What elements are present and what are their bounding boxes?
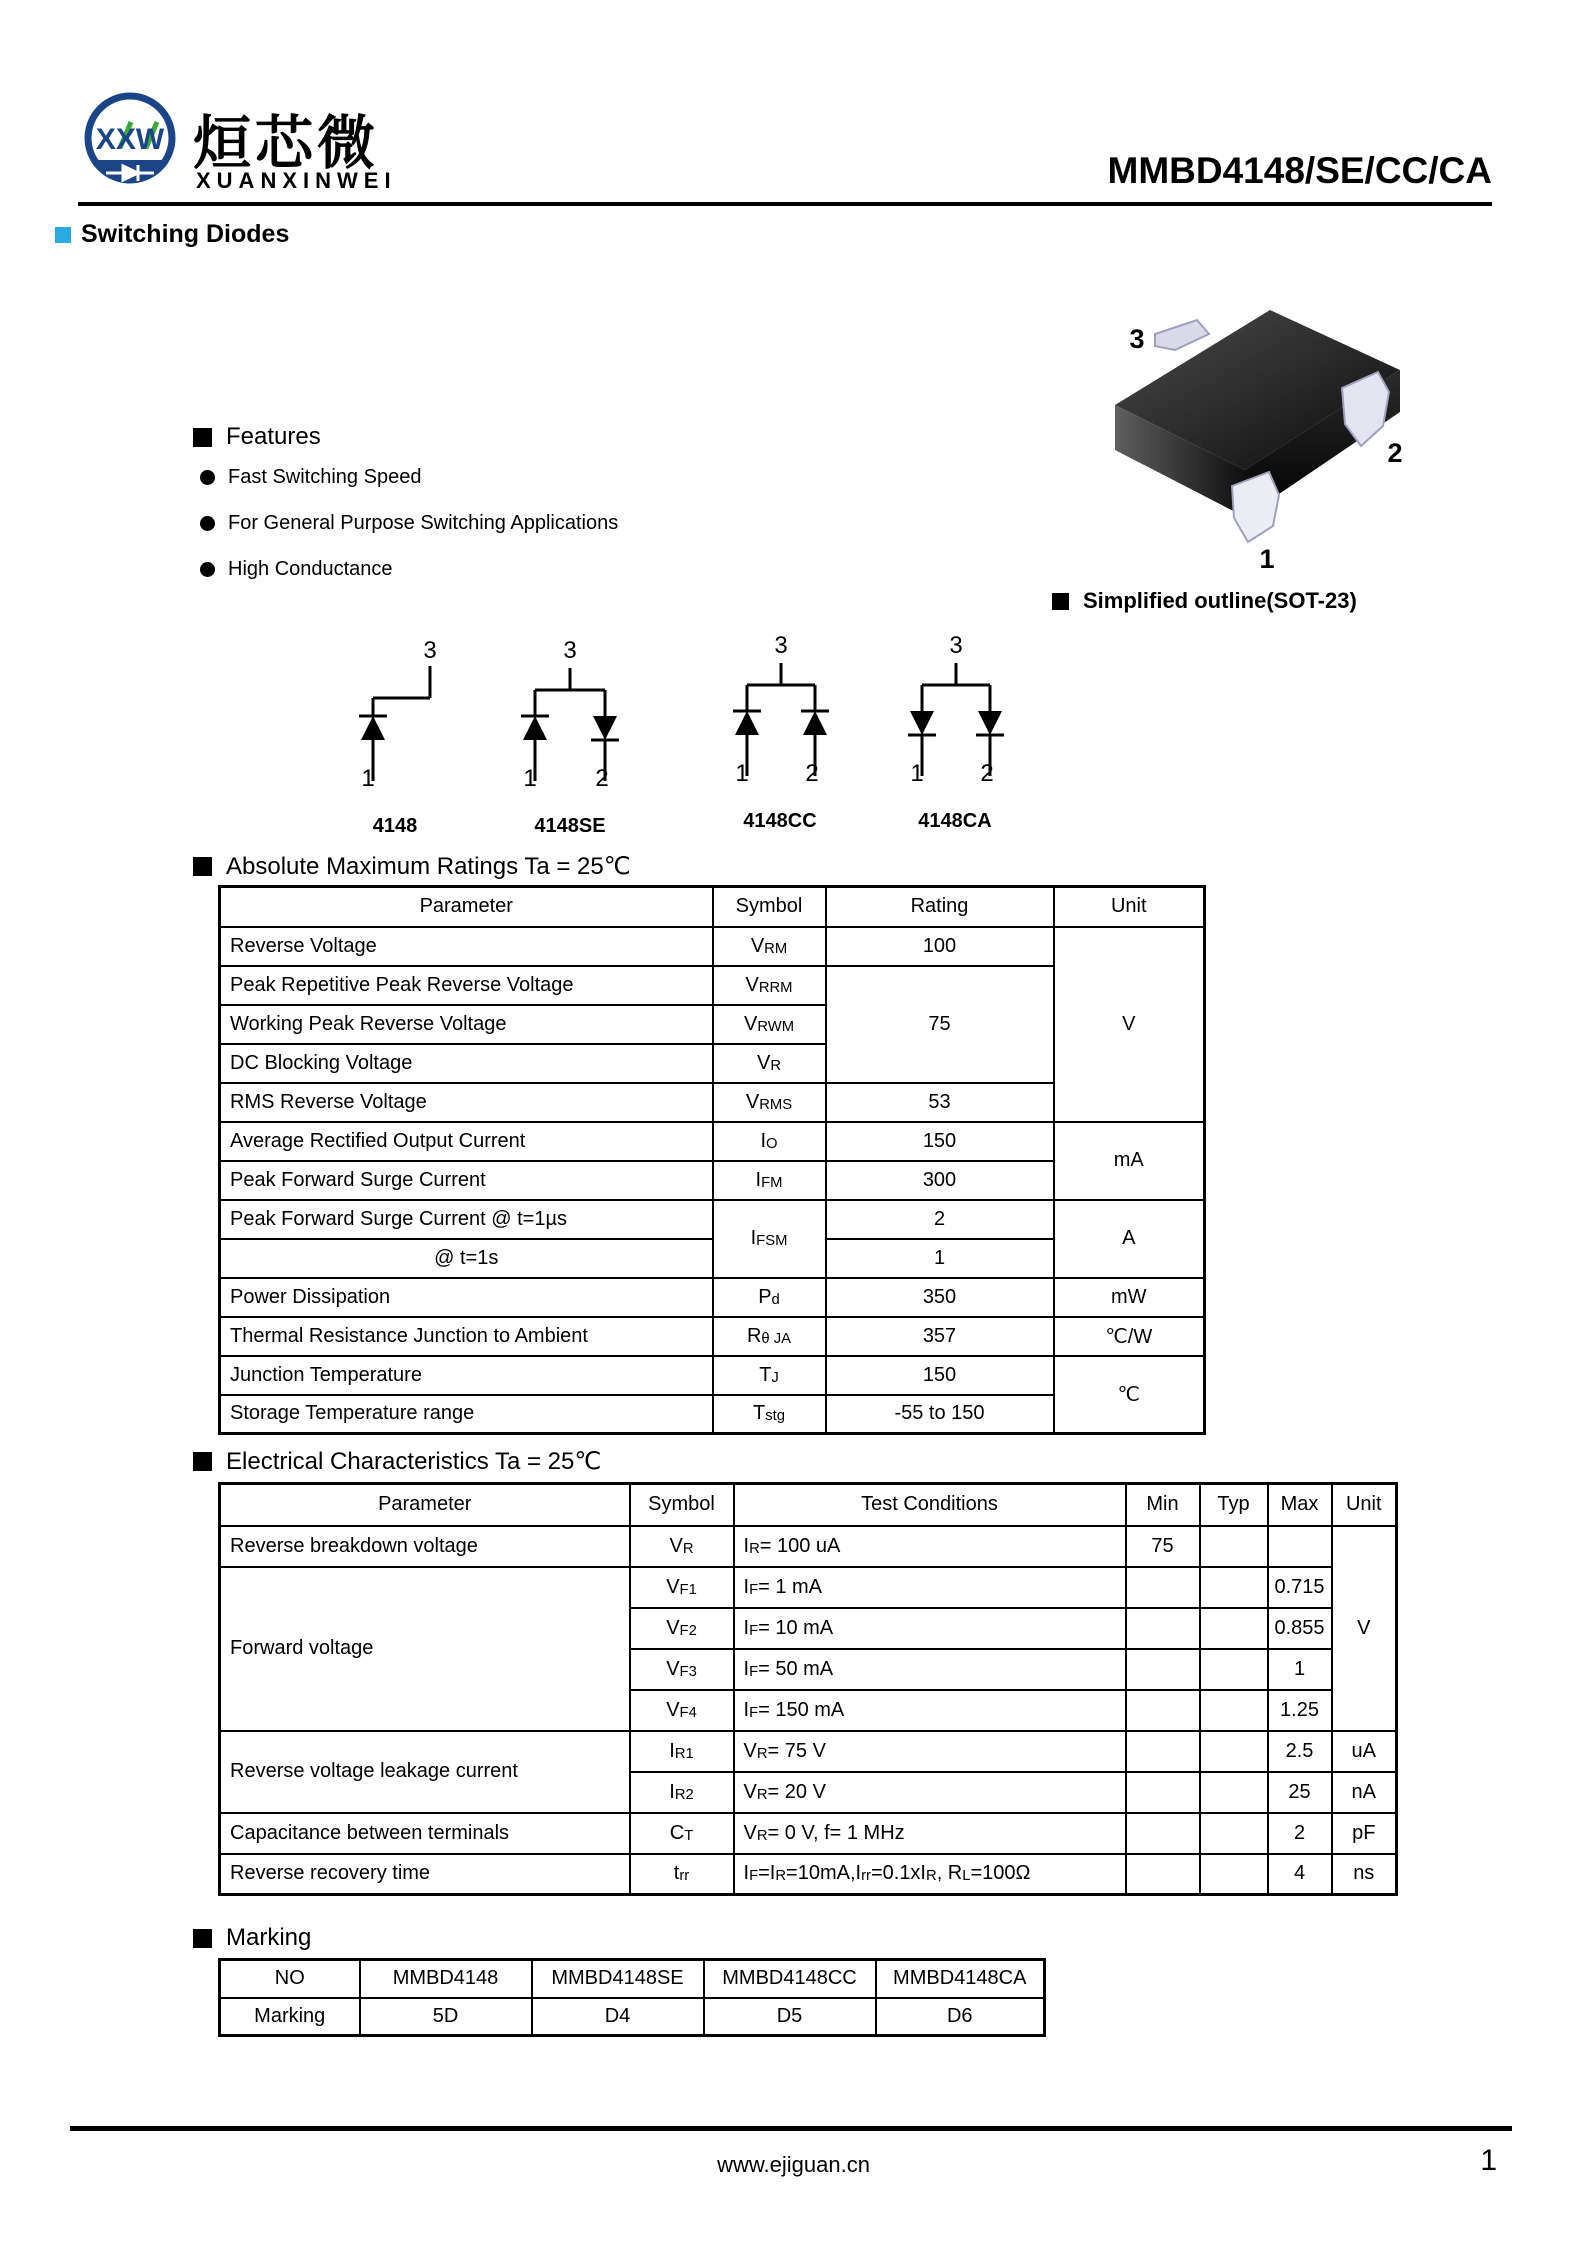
parameter-cell: Thermal Resistance Junction to Ambient [220,1317,713,1356]
outline-caption: Simplified outline(SOT-23) [1083,588,1357,613]
symbol-caption: 4148 [372,815,418,837]
footer-divider [70,2126,1512,2131]
min-cell: 75 [1126,1526,1200,1567]
max-cell: 2.5 [1268,1731,1332,1772]
pin2-label: 2 [980,760,994,783]
page-number: 1 [1480,2144,1497,2177]
marking-header-cell: NO [220,1960,360,1998]
parameter-cell: Working Peak Reverse Voltage [220,1005,713,1044]
marking-heading [193,1924,311,1952]
diode-symbol-image [710,623,850,783]
min-cell [1126,1567,1200,1608]
table-row [220,1122,1205,1161]
unit-cell: uA [1332,1731,1397,1772]
parameter-cell: Peak Forward Surge Current [220,1161,713,1200]
parameter-cell: Peak Repetitive Peak Reverse Voltage [220,966,713,1005]
rating-cell: 75 [826,966,1054,1083]
table-row [220,1356,1205,1395]
col-min: Min [1126,1484,1200,1526]
parameter-cell: Forward voltage [220,1567,630,1731]
col-max: Max [1268,1484,1332,1526]
logo-monogram: XXW [95,123,165,156]
pin2-label: 2 [595,765,609,788]
table-row [220,1317,1205,1356]
min-cell [1126,1731,1200,1772]
pin3-label: 3 [949,632,963,659]
feature-item [200,512,618,535]
max-cell: 1.25 [1268,1690,1332,1731]
symbol-cell: $I_{R1}$ [630,1731,734,1772]
diode-symbol-image [885,623,1025,783]
typ-cell [1200,1608,1268,1649]
symbol-cell: $P_d$ [713,1278,826,1317]
condition-cell: $I_F= 10$ mA [734,1608,1126,1649]
table-header-row [220,1484,1397,1526]
feature-text: High Conductance [228,558,393,580]
feature-item [200,466,421,489]
parameter-cell: Reverse Voltage [220,927,713,966]
col-unit: Unit [1054,887,1205,927]
category-label: Switching Diodes [81,220,290,248]
pin1-label: 1 [910,760,924,783]
table-row [220,1567,1397,1608]
pin2-label: 2 [805,760,819,783]
symbol-cell: $V_{RM}$ [713,927,826,966]
symbol-cell: $I_{R2}$ [630,1772,734,1813]
symbol-cell: $C_T$ [630,1813,734,1854]
symbol-cell: $V_{RMS}$ [713,1083,826,1122]
max-cell: 0.855 [1268,1608,1332,1649]
typ-cell [1200,1813,1268,1854]
col-symbol: Symbol [713,887,826,927]
circle-bullet-icon [200,562,215,577]
rating-cell: 100 [826,927,1054,966]
condition-cell: $I_F= 50$ mA [734,1649,1126,1690]
symbol-cell: $I_{FM}$ [713,1161,826,1200]
condition-cell: $I_F=I_R=10mA,I_{rr}=0.1xI_R$, $R_L=100\Omega$ [734,1854,1126,1895]
unit-cell: ℃/W [1054,1317,1205,1356]
symbol-caption: 4148SE [534,815,606,837]
company-logo-icon [80,88,180,198]
min-cell [1126,1649,1200,1690]
part-number-title: MMBD4148/SE/CC/CA [1107,150,1492,191]
parameter-cell: Average Rectified Output Current [220,1122,713,1161]
marking-header-cell: MMBD4148CA [876,1960,1045,1998]
elec-title: Electrical Characteristics Ta = 25℃ [226,1448,602,1475]
max-cell: 4 [1268,1854,1332,1895]
rating-cell: 1 [826,1239,1054,1278]
symbol-cell: $R_{\theta JA}$ [713,1317,826,1356]
diode-symbol-image [340,628,450,788]
rating-cell: 150 [826,1356,1054,1395]
symbol-cell: $t_{rr}$ [630,1854,734,1895]
abs-max-heading [193,852,631,881]
diode-symbol-image [500,628,640,788]
marking-value-cell: D5 [704,1998,876,2036]
parameter-cell: RMS Reverse Voltage [220,1083,713,1122]
typ-cell [1200,1854,1268,1895]
rating-cell: 53 [826,1083,1054,1122]
circle-bullet-icon [200,470,215,485]
table-row [220,1526,1397,1567]
min-cell [1126,1854,1200,1895]
symbol-cell: $I_{FSM}$ [713,1200,826,1278]
rating-cell: 2 [826,1200,1054,1239]
pin3-lead [1155,320,1209,350]
parameter-cell: Reverse breakdown voltage [220,1526,630,1567]
parameter-cell: DC Blocking Voltage [220,1044,713,1083]
black-square-bullet-icon [193,857,212,876]
table-row [220,1200,1205,1239]
feature-text: Fast Switching Speed [228,466,422,488]
unit-cell: mA [1054,1122,1205,1200]
header-divider [78,202,1492,206]
max-cell: 25 [1268,1772,1332,1813]
marking-header-cell: MMBD4148 [360,1960,532,1998]
col-symbol: Symbol [630,1484,734,1526]
rating-cell: -55 to 150 [826,1395,1054,1434]
col-parameter: Parameter [220,1484,630,1526]
symbol-caption: 4148CC [743,810,817,832]
col-parameter: Parameter [220,887,713,927]
rating-cell: 150 [826,1122,1054,1161]
footer-website: www.ejiguan.cn [717,2152,870,2177]
typ-cell [1200,1526,1268,1567]
black-square-bullet-icon [1052,593,1069,610]
symbol-cell: $V_{RRM}$ [713,966,826,1005]
abs-max-table [218,885,1206,1435]
unit-cell: ℃ [1054,1356,1205,1434]
table-header-row [220,887,1205,927]
unit-cell: ns [1332,1854,1397,1895]
col-typ: Typ [1200,1484,1268,1526]
min-cell [1126,1813,1200,1854]
condition-cell: $I_R= 100$ uA [734,1526,1126,1567]
parameter-cell: @ t=1s [220,1239,713,1278]
parameter-cell: Capacitance between terminals [220,1813,630,1854]
symbol-caption: 4148CA [918,810,992,832]
pin1-lead [1232,472,1279,542]
typ-cell [1200,1731,1268,1772]
table-row [220,1998,1045,2036]
parameter-cell: Power Dissipation [220,1278,713,1317]
condition-cell: $I_F= 1$ mA [734,1567,1126,1608]
black-square-bullet-icon [193,428,212,447]
pin1-label: 1 [361,765,375,788]
condition-cell: $I_F= 150$ mA [734,1690,1126,1731]
symbol-cell: $V_{F3}$ [630,1649,734,1690]
company-name-en: XUANXINWEI [196,168,397,193]
pin3-label: 3 [774,632,788,659]
symbol-4148cc [710,623,850,833]
typ-cell [1200,1690,1268,1731]
col-test-conditions: Test Conditions [734,1484,1126,1526]
symbol-cell: $T_J$ [713,1356,826,1395]
elec-heading [193,1447,601,1476]
typ-cell [1200,1772,1268,1813]
pin1-label: 1 [735,760,749,783]
symbol-4148ca [885,623,1025,833]
black-square-bullet-icon [193,1929,212,1948]
pin1-label: 1 [1259,544,1275,574]
symbol-cell: $T_{stg}$ [713,1395,826,1434]
marking-value-cell: D6 [876,1998,1045,2036]
table-row [220,1813,1397,1854]
elec-table [218,1482,1398,1896]
rating-cell: 357 [826,1317,1054,1356]
circle-bullet-icon [200,516,215,531]
min-cell [1126,1772,1200,1813]
symbol-cell: $V_R$ [713,1044,826,1083]
blue-square-bullet-icon [55,227,71,243]
min-cell [1126,1690,1200,1731]
symbol-cell: $I_O$ [713,1122,826,1161]
sot23-package-image [1095,290,1415,575]
max-cell [1268,1526,1332,1567]
rating-cell: 300 [826,1161,1054,1200]
parameter-cell: Reverse recovery time [220,1854,630,1895]
typ-cell [1200,1649,1268,1690]
features-heading [193,423,321,451]
parameter-cell: Peak Forward Surge Current @ t=1µs [220,1200,713,1239]
table-row [220,1278,1205,1317]
company-name-cn: 烜芯微 [193,111,380,176]
symbol-cell: $V_{RWM}$ [713,1005,826,1044]
symbol-cell: $V_{F2}$ [630,1608,734,1649]
pin1-label: 1 [523,765,537,788]
parameter-cell: Storage Temperature range [220,1395,713,1434]
unit-cell: V [1054,927,1205,1122]
condition-cell: $V_R= 75$ V [734,1731,1126,1772]
max-cell: 0.715 [1268,1567,1332,1608]
parameter-cell: Junction Temperature [220,1356,713,1395]
parameter-cell: Reverse voltage leakage current [220,1731,630,1813]
category-heading [55,220,289,249]
symbol-4148 [340,628,450,838]
table-row [220,927,1205,966]
unit-cell: V [1332,1526,1397,1731]
col-rating: Rating [826,887,1054,927]
pin3-label: 3 [423,637,437,664]
marking-title: Marking [226,1924,312,1951]
col-unit: Unit [1332,1484,1397,1526]
marking-table [218,1958,1046,2037]
outline-heading [1052,588,1357,614]
feature-text: For General Purpose Switching Applications [228,512,619,534]
marking-value-cell: 5D [360,1998,532,2036]
pin3-label: 3 [1129,324,1145,354]
rating-cell: 350 [826,1278,1054,1317]
symbol-4148se [500,628,640,838]
condition-cell: $V_R= 0$ V, f= 1 MHz [734,1813,1126,1854]
max-cell: 2 [1268,1813,1332,1854]
black-square-bullet-icon [193,1452,212,1471]
pin2-label: 2 [1387,438,1403,468]
min-cell [1126,1608,1200,1649]
max-cell: 1 [1268,1649,1332,1690]
marking-value-cell: D4 [532,1998,704,2036]
abs-max-title: Absolute Maximum Ratings Ta = 25℃ [226,853,631,880]
pin3-label: 3 [563,637,577,664]
features-title: Features [226,423,321,450]
unit-cell: nA [1332,1772,1397,1813]
table-row [220,1854,1397,1895]
condition-cell: $V_R= 20$ V [734,1772,1126,1813]
table-header-row [220,1960,1045,1998]
unit-cell: pF [1332,1813,1397,1854]
marking-header-cell: MMBD4148SE [532,1960,704,1998]
symbol-cell: $V_{F1}$ [630,1567,734,1608]
symbol-cell: $V_{F4}$ [630,1690,734,1731]
marking-row-label: Marking [220,1998,360,2036]
feature-item [200,558,393,581]
symbol-cell: $V_R$ [630,1526,734,1567]
unit-cell: mW [1054,1278,1205,1317]
typ-cell [1200,1567,1268,1608]
table-row [220,1731,1397,1772]
marking-header-cell: MMBD4148CC [704,1960,876,1998]
unit-cell: A [1054,1200,1205,1278]
